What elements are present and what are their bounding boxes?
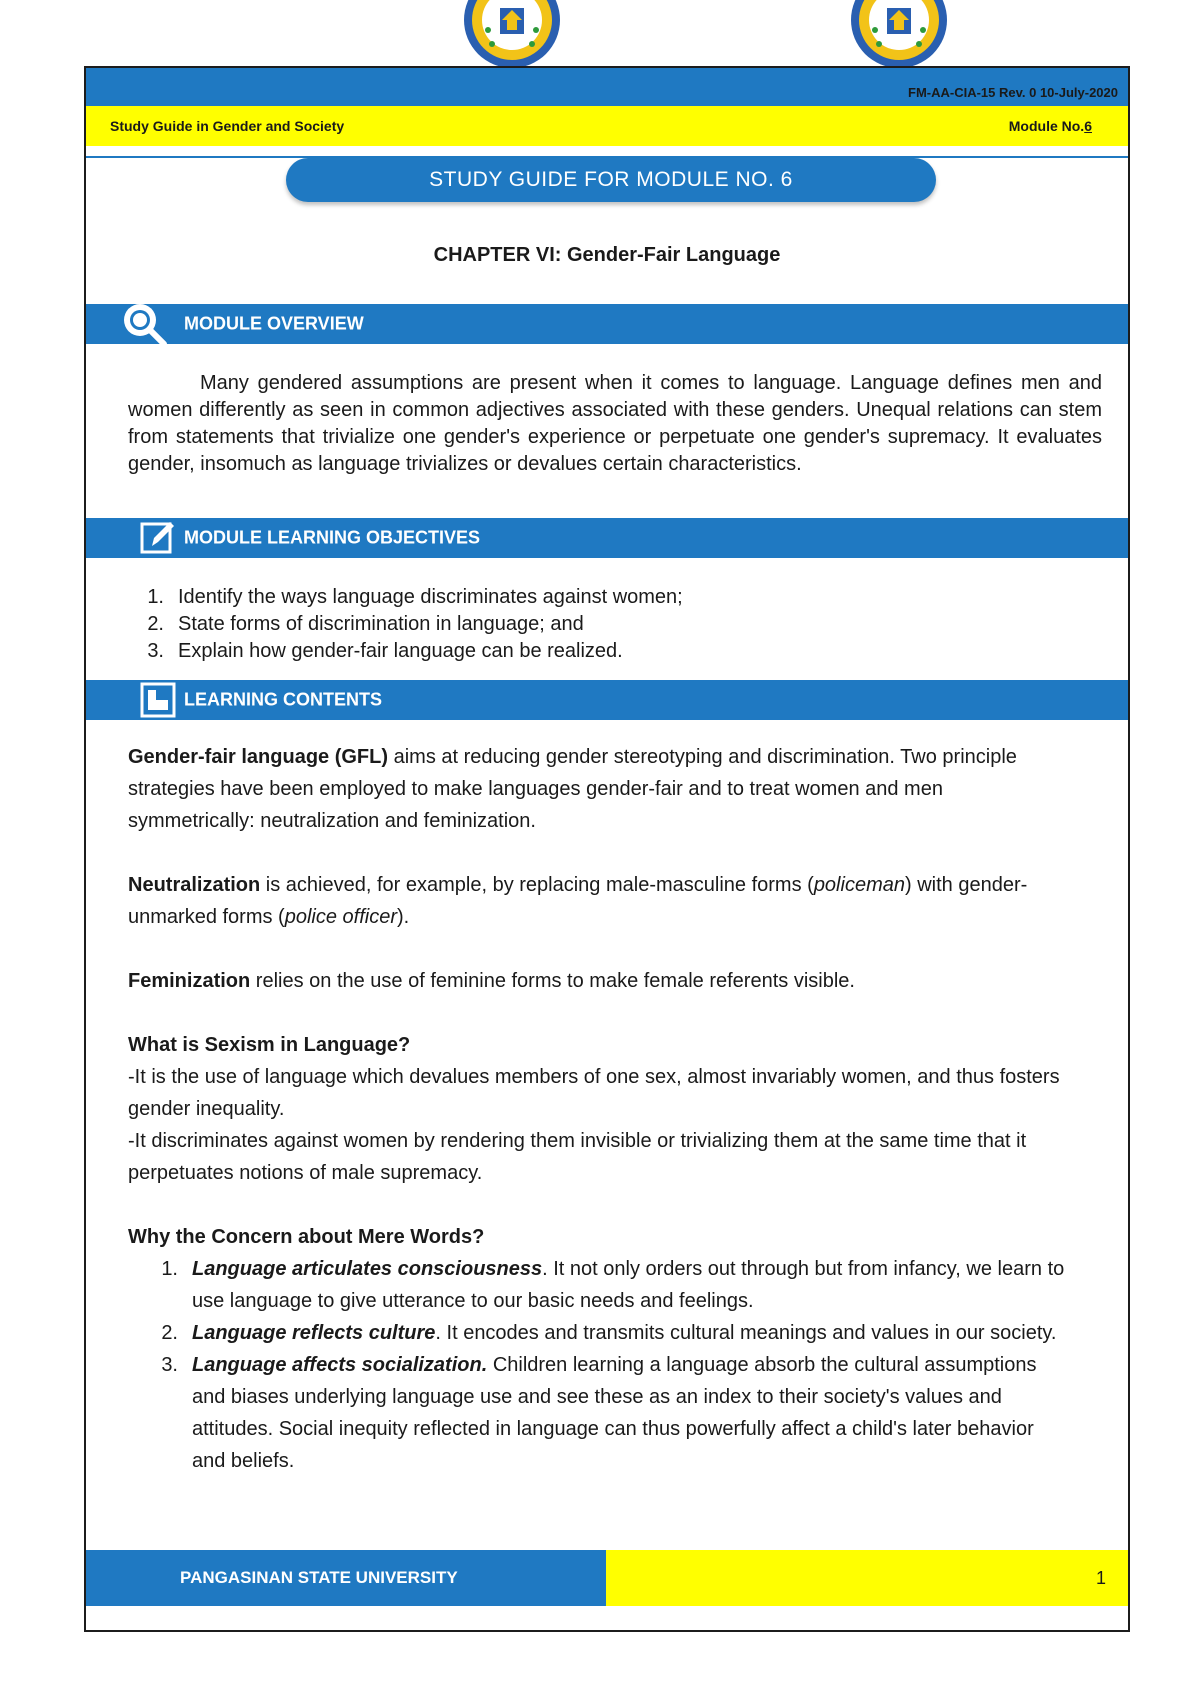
- section-heading: MODULE OVERVIEW: [184, 313, 364, 334]
- list-item: [128, 1253, 1068, 1317]
- learning-contents-body: [128, 741, 1068, 1477]
- overview-paragraph: [128, 370, 1102, 478]
- item-number: 2.: [161, 1322, 178, 1344]
- paragraph-text: is achieved, for example, by replacing male-masculine forms (: [260, 874, 814, 896]
- sexism-line: -It discriminates against women by rendering them invisible or trivializing them at the same time that it perpetuates notions of male supremacy.: [128, 1130, 1027, 1184]
- page-number: 1: [1095, 1567, 1106, 1588]
- list-item: [128, 1349, 1068, 1477]
- paragraph-text: aims at reducing gender stereotyping and discrimination. Two principle strategies have been employed to make languages gender-fair and to treat women and men symmetrically: neutralization and feminization.: [128, 746, 1017, 832]
- neutralization-paragraph: [128, 869, 1068, 933]
- list-item: [128, 584, 1088, 611]
- concern-heading: Why the Concern about Mere Words?: [128, 1226, 485, 1248]
- guide-title-banner: STUDY GUIDE FOR MODULE NO. 6: [286, 158, 936, 202]
- term: Language reflects culture: [192, 1322, 436, 1344]
- list-item: [128, 611, 1088, 638]
- module-number-label: Module No.6: [1008, 118, 1092, 134]
- item-number: 1.: [147, 586, 164, 608]
- gfl-paragraph: [128, 741, 1068, 837]
- concern-list: [128, 1253, 1068, 1477]
- overview-text: Many gendered assumptions are present when it comes to language. Language defines men and women differently as seen in common adjectives associated with these genders. Unequal relations can stem from statements that trivialize one gender's experience or perpetuate one gender's supremacy. It evaluates gender, insomuch as language trivializes or devalues certain characteristics.: [128, 372, 1102, 475]
- item-text: Identify the ways language discriminates against women;: [178, 586, 683, 608]
- list-item: [128, 1317, 1068, 1349]
- course-title: Study Guide in Gender and Society: [110, 118, 345, 134]
- section-heading: LEARNING CONTENTS: [184, 689, 382, 710]
- item-number: 3.: [147, 640, 164, 662]
- section-heading: MODULE LEARNING OBJECTIVES: [184, 527, 481, 548]
- item-text: . It encodes and transmits cultural meanings and values in our society.: [435, 1322, 1057, 1344]
- pencil-icon: [140, 520, 176, 556]
- university-seal-left: [462, 0, 562, 66]
- example: policeman: [813, 874, 905, 896]
- header-blue-bar: [86, 68, 1128, 106]
- item-text: . It not only orders out through but from infancy, we learn to use language to give utterance to our basic needs and feelings.: [192, 1258, 1065, 1312]
- page-frame: [84, 66, 1130, 1632]
- term: Feminization: [128, 970, 251, 992]
- item-text: Explain how gender-fair language can be realized.: [178, 640, 623, 662]
- sexism-line: -It is the use of language which devalues members of one sex, almost invariably women, and thus fosters gender inequality.: [128, 1066, 1060, 1120]
- list-item: [128, 638, 1088, 665]
- sexism-heading: What is Sexism in Language?: [128, 1034, 411, 1056]
- module-number: 6: [1084, 118, 1092, 134]
- magnifier-icon: [122, 302, 168, 348]
- term: Neutralization: [128, 874, 261, 896]
- example: police officer: [284, 906, 397, 928]
- section-learning-objectives: [86, 518, 1128, 558]
- item-number: 3.: [161, 1354, 178, 1376]
- university-seal-right: [849, 0, 949, 66]
- footer-university: PANGASINAN STATE UNIVERSITY: [86, 1550, 606, 1606]
- item-number: 2.: [147, 613, 164, 635]
- book-icon: [140, 682, 176, 718]
- item-text: State forms of discrimination in language; and: [178, 613, 584, 635]
- item-number: 1.: [161, 1258, 178, 1280]
- paragraph-text: ) with gender-unmarked forms (: [128, 874, 1028, 928]
- header-yellow-bar: [86, 106, 1128, 146]
- term: Language articulates consciousness: [192, 1258, 543, 1280]
- paragraph-text: ).: [397, 906, 410, 928]
- objectives-list: [128, 584, 1088, 665]
- footer-page-area: [606, 1550, 1128, 1606]
- section-learning-contents: [86, 680, 1128, 720]
- term: Language affects socialization.: [192, 1354, 488, 1376]
- form-code: FM-AA-CIA-15 Rev. 0 10-July-2020: [908, 85, 1118, 100]
- feminization-paragraph: [128, 965, 1068, 997]
- term: Gender-fair language (GFL): [128, 746, 389, 768]
- chapter-title: CHAPTER VI: Gender-Fair Language: [433, 244, 781, 266]
- paragraph-text: relies on the use of feminine forms to make female referents visible.: [250, 970, 855, 992]
- section-module-overview: [86, 304, 1128, 344]
- item-text: Children learning a language absorb the cultural assumptions and biases underlying language use and see these as an index to their society's values and attitudes. Social inequity reflected in language can thus powerfully affect a child's later behavior and beliefs.: [192, 1354, 1037, 1472]
